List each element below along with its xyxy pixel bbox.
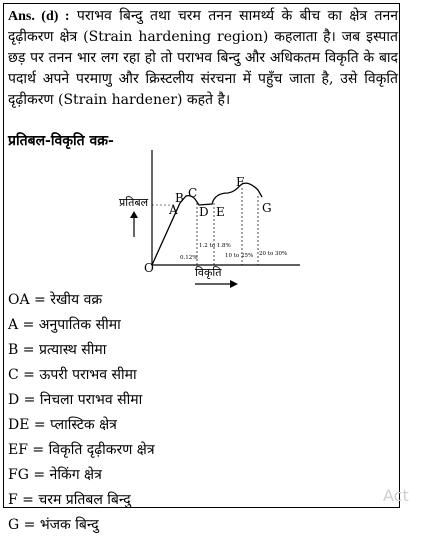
legend-value: ऊपरी पराभव सीमा xyxy=(39,367,137,383)
legend-key: G xyxy=(8,517,20,533)
legend-value: निचला पराभव सीमा xyxy=(39,392,143,408)
section-heading: प्रतिबल-विकृति वक्र- xyxy=(8,133,114,149)
legend-key: OA xyxy=(8,292,30,308)
annotation-12-18: 1.2 to 1.8% xyxy=(199,243,231,249)
y-axis-label: प्रतिबल xyxy=(119,196,149,209)
point-f: F xyxy=(236,175,245,189)
point-b: B xyxy=(175,191,184,205)
point-d: D xyxy=(199,205,209,219)
legend-item: G = भंजक बिन्दु xyxy=(8,517,99,533)
legend-value: नेकिंग क्षेत्र xyxy=(49,467,102,483)
point-o: O xyxy=(144,261,154,275)
legend-key: EF xyxy=(8,442,28,458)
point-g: G xyxy=(262,201,272,215)
legend-value: अनुपातिक सीमा xyxy=(38,317,121,333)
x-axis-label: विकृति xyxy=(195,266,222,279)
legend-key: FG xyxy=(8,467,29,483)
legend-item: EF = विकृति दृढ़ीकरण क्षेत्र xyxy=(8,442,155,458)
legend-value: प्लास्टिक क्षेत्र xyxy=(50,417,117,433)
legend-item: B = प्रत्यास्थ सीमा xyxy=(8,342,107,358)
legend-key: F xyxy=(8,492,18,508)
point-e: E xyxy=(216,205,225,219)
legend-value: चरम प्रतिबल बिन्दु xyxy=(38,492,131,508)
answer-prefix: Ans. (d) : xyxy=(8,9,70,24)
point-c: C xyxy=(188,186,198,200)
legend-key: D xyxy=(8,392,20,408)
legend-key: A xyxy=(8,317,19,333)
right-arrow-head-icon xyxy=(230,280,238,288)
watermark-text: Act xyxy=(383,486,409,505)
annotation-10-25: 10 to 25% xyxy=(225,253,254,259)
legend-item: FG = नेकिंग क्षेत्र xyxy=(8,467,102,483)
legend-key: B xyxy=(8,342,19,358)
point-a: A xyxy=(169,203,178,217)
answer-text: पराभव बिन्दु तथा चरम तनन सामर्थ्य के बीच का क्षेत्र तनन दृढ़ीकरण क्षेत्र (Strain hardening region) कहलाता है। जब इस्पात छड़ पर तनन भार लग रहा हो तो पराभव बिन्दु और अधिकतम विकृति के बाद पदार्थ अपने परमाणु और क्रिस्टलीय संरचना में पहुँच जाता है, उसे विकृति दृढ़ीकरण (Strain hardener) कहते है। xyxy=(8,8,399,108)
annotation-012: 0.12% xyxy=(180,255,198,261)
legend-value: प्रत्यास्थ सीमा xyxy=(38,342,107,358)
legend-key: C xyxy=(8,367,19,383)
legend-item: F = चरम प्रतिबल बिन्दु xyxy=(8,492,131,508)
legend-value: विकृति दृढ़ीकरण क्षेत्र xyxy=(48,442,155,458)
up-arrow-head-icon xyxy=(130,211,138,218)
legend-key: DE xyxy=(8,417,30,433)
legend-item: A = अनुपातिक सीमा xyxy=(8,317,121,333)
legend-list xyxy=(8,288,155,538)
legend-value: रेखीय वक्र xyxy=(50,292,103,308)
legend-item: OA = रेखीय वक्र xyxy=(8,292,103,308)
legend-item: C = ऊपरी पराभव सीमा xyxy=(8,367,137,383)
annotation-20-30: 20 to 30% xyxy=(259,251,288,257)
legend-item: D = निचला पराभव सीमा xyxy=(8,392,143,408)
legend-value: भंजक बिन्दु xyxy=(39,517,99,533)
legend-item: DE = प्लास्टिक क्षेत्र xyxy=(8,417,117,433)
